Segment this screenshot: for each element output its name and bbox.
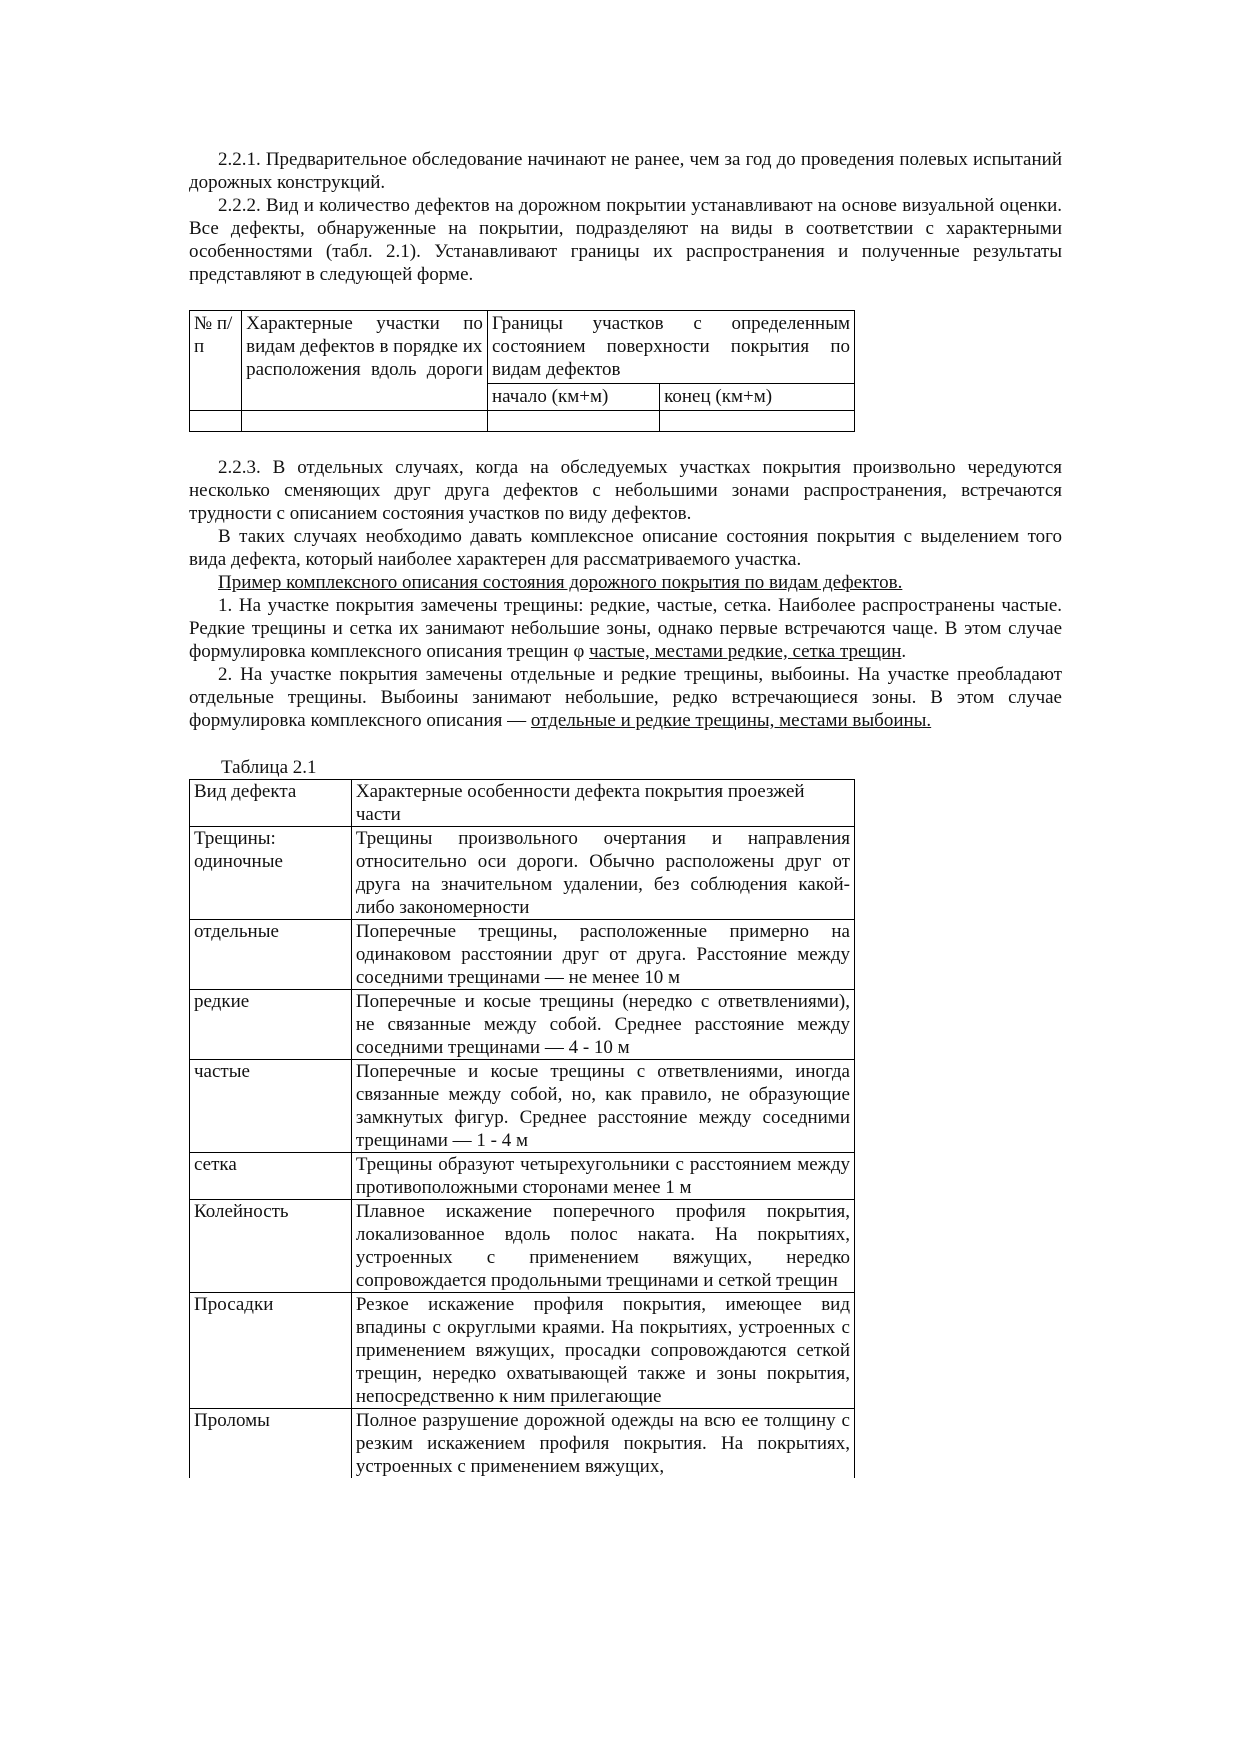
- form-col-number: № п/п: [190, 311, 242, 411]
- table-row: [190, 1293, 855, 1409]
- defect-desc: Плавное искажение поперечного профиля покрытия, локализованное вдоль полос наката. На покрытиях, устроенных с применением вяжущих, нередко сопровождается продольными трещинами и сеткой трещин: [351, 1200, 854, 1293]
- defect-desc: Поперечные и косые трещины с ответвлениями, иногда связанные между собой, но, как правило, не образующие замкнутых фигур. Среднее расстояние между соседними трещинами — 1 - 4 м: [351, 1060, 854, 1153]
- defect-desc: Резкое искажение профиля покрытия, имеющее вид впадины с округлыми краями. На покрытиях, устроенных с применением вяжущих, просадки сопровождаются сеткой трещин, нередко охватывающей также и зоны покрытия, непосредственно к ним прилегающие: [351, 1293, 854, 1409]
- table-row: [190, 920, 855, 990]
- defects-head-type: Вид дефекта: [190, 780, 352, 827]
- defect-type: сетка: [190, 1153, 352, 1200]
- paragraph-2-2-2: 2.2.2. Вид и количество дефектов на дорожном покрытии устанавливают на основе визуальной оценки. Все дефекты, обнаруженные на покрытии, подразделяют на виды в соответствии с характерными особенностями (табл. 2.1). Устанавливают границы их распространения и полученные результаты представляют в следующей форме.: [189, 195, 1062, 285]
- defects-table: [189, 779, 855, 1478]
- form-col-sections-cont: расположения вдоль дороги: [246, 359, 483, 380]
- form-empty-cell: [660, 411, 855, 432]
- example-heading-text: Пример комплексного описания состояния дорожного покрытия по видам дефектов.: [218, 572, 903, 593]
- table-row: [190, 990, 855, 1060]
- table-row: [190, 1200, 855, 1293]
- defect-type-cell: [190, 827, 352, 920]
- paragraph-2-2-1: 2.2.1. Предварительное обследование начинают не ранее, чем за год до проведения полевых испытаний дорожных конструкций.: [189, 149, 1062, 193]
- document-page: [189, 148, 1062, 1478]
- form-col-sections: [242, 311, 488, 411]
- form-empty-cell: [190, 411, 242, 432]
- defect-group-label: Трещины:: [194, 828, 276, 849]
- example-1-underlined: частые, местами редкие, сетка трещин: [589, 641, 902, 662]
- example-2-text: 2. На участке покрытия замечены отдельные и редкие трещины, выбоины. На участке преобладают отдельные трещины. Выбоины занимают небольшие, редко встречающиеся зоны. В этом случае формулировка комплексного описания —: [189, 664, 1062, 731]
- defect-bounds-form-table: [189, 310, 855, 432]
- defect-type: одиночные: [194, 851, 283, 872]
- defect-desc: Поперечные и косые трещины (нередко с ответвлениями), не связанные между собой. Среднее расстояние между соседними трещинами — 4 - 10 м: [351, 990, 854, 1060]
- table-row: [190, 1409, 855, 1479]
- form-empty-cell: [487, 411, 659, 432]
- defect-type: отдельные: [190, 920, 352, 990]
- example-heading: [189, 571, 1062, 594]
- defect-desc: Трещины произвольного очертания и направления относительно оси дороги. Обычно расположены друг от друга на значительном удалении, без соблюдения какой-либо закономерности: [351, 827, 854, 920]
- defect-desc: Полное разрушение дорожной одежды на всю ее толщину с резким искажением профиля покрытия. На покрытиях, устроенных с применением вяжущих,: [351, 1409, 854, 1479]
- table-caption: Таблица 2.1: [221, 757, 317, 778]
- example-2: [189, 663, 1062, 732]
- example-1: [189, 594, 1062, 663]
- example-1-end: .: [901, 641, 907, 662]
- defect-type: частые: [190, 1060, 352, 1153]
- form-col-bounds: Границы участков с определенным состоянием поверхности покрытия по видам дефектов: [487, 311, 854, 384]
- table-row: [190, 827, 855, 920]
- form-col-end: конец (км+м): [660, 384, 855, 411]
- table-row: [190, 1060, 855, 1153]
- defect-desc: Поперечные трещины, расположенные примерно на одинаковом расстоянии друг от друга. Расстояние между соседними трещинами — не менее 10 м: [351, 920, 854, 990]
- form-col-start: начало (км+м): [487, 384, 659, 411]
- paragraph-2-2-3: 2.2.3. В отдельных случаях, когда на обследуемых участках покрытия произвольно чередуются несколько сменяющих друг друга дефектов с небольшими зонами распространения, встречаются трудности с описанием состояния участков по виду дефектов.: [189, 457, 1062, 524]
- defect-desc: Трещины образуют четырехугольники с расстоянием между противоположными сторонами менее 1 м: [351, 1153, 854, 1200]
- example-2-underlined: отдельные и редкие трещины, местами выбоины.: [530, 710, 932, 731]
- paragraph-complex-description: В таких случаях необходимо давать комплексное описание состояния покрытия с выделением того вида дефекта, который наиболее характерен для рассматриваемого участка.: [189, 526, 1062, 570]
- defect-type: Просадки: [190, 1293, 352, 1409]
- defects-head-desc: Характерные особенности дефекта покрытия проезжей части: [351, 780, 854, 827]
- defect-type: редкие: [190, 990, 352, 1060]
- example-1-text: 1. На участке покрытия замечены трещины: редкие, частые, сетка. Наиболее распространены частые. Редкие трещины и сетка их занимают небольшие зоны, однако первые встречаются чаще. В этом случае формулировка комплексного описания трещин φ: [189, 595, 1062, 662]
- form-col-sections-text: Характерные участки по видам дефектов в порядке их: [246, 313, 483, 357]
- form-empty-cell: [242, 411, 488, 432]
- defect-type: Колейность: [190, 1200, 352, 1293]
- table-row: [190, 1153, 855, 1200]
- defect-type: Проломы: [190, 1409, 352, 1479]
